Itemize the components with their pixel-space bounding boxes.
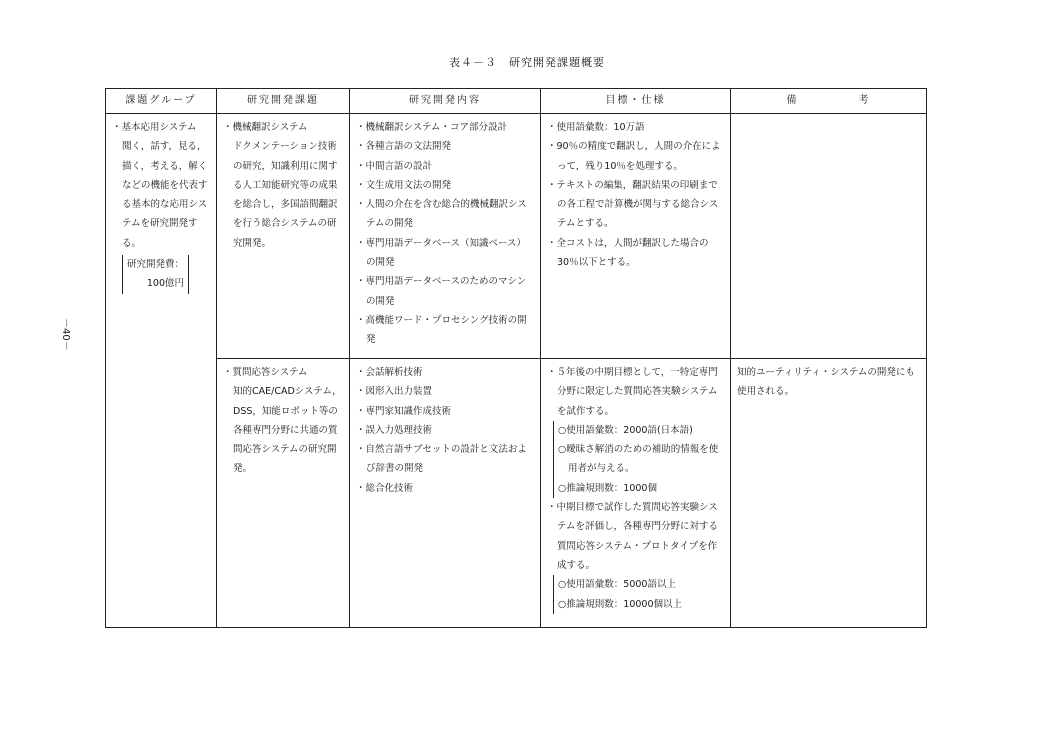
task-cell [217, 359, 350, 628]
list-item: ・各種言語の文法開発 [356, 141, 452, 153]
remarks-cell [731, 114, 927, 359]
task-item: ・機械翻訳システム [223, 122, 308, 133]
list-item: ・自然言語サブセットの設計と文法および辞書の開発 [356, 444, 527, 475]
overview-table [105, 88, 927, 628]
list-item: ・機械翻訳システム・コア部分設計 [356, 122, 508, 133]
group-item: ・基本応用システム [112, 122, 197, 133]
list-item: ・５年後の中期目標として，一特定専門分野に限定した質問応答実験システムを試作する。 [547, 367, 718, 417]
header-contents: 研究開発内容 [350, 89, 541, 114]
budget-value: 100億円 [146, 278, 185, 290]
header-row [106, 89, 927, 114]
spec-item: ○使用語彙数：5000語以上 [558, 579, 676, 591]
list-item: ・人間の介在を含む総合的機械翻訳システムの開発 [356, 199, 527, 230]
spec-brace [553, 575, 725, 614]
spec-brace [553, 421, 725, 498]
header-goals: 目標・仕様 [541, 89, 731, 114]
contents-cell [350, 114, 541, 359]
list-item: ・図形入出力装置 [356, 386, 433, 398]
goals-cell [541, 114, 731, 359]
header-group: 課題グループ [106, 89, 217, 114]
table-row [106, 114, 927, 359]
list-item: ・高機能ワード・プロセシング技術の開発 [356, 314, 527, 346]
remarks-cell: 知的ユーティリティ・システムの開発にも使用される。 [731, 359, 927, 628]
table-row [106, 359, 927, 628]
list-item: ・総合化技術 [356, 482, 414, 494]
spec-item: ○曖昧さ解消のための補助的情報を使用者が与える。 [558, 444, 719, 475]
list-item: ・会話解析技術 [356, 367, 423, 378]
list-item: ・専門用語データベース（知識ベース）の開発 [356, 237, 527, 269]
list-item: ・中間言語の設計 [356, 160, 433, 172]
list-item: ・90％の精度で翻訳し，人間の介在によって，残り10％を処理する。 [547, 141, 721, 172]
budget-bracket [122, 255, 189, 294]
list-item: ・テキストの編集，翻訳結果の印刷までの各工程で計算機が関与する総合システムとする。 [547, 179, 719, 230]
goals-cell [541, 359, 731, 628]
task-text: ドクメンテーション技術の研究，知識利用に関する人工知能研究等の成果を総合し，多国語間翻訳を行う総合システムの研究開発。 [233, 141, 338, 249]
spec-item: ○推論規則数：10000個以上 [558, 598, 683, 610]
budget-label: 研究開発費： [127, 259, 185, 271]
spec-item: ○使用語彙数：2000語(日本語) [558, 424, 693, 436]
task-cell [217, 114, 350, 359]
contents-cell [350, 359, 541, 628]
group-cell [106, 114, 217, 628]
list-item: ・中期目標で試作した質問応答実験システムを評価し，各種専門分野に対する質問応答システム・プロトタイプを作成する。 [547, 502, 719, 571]
list-item: ・誤入力処理技術 [356, 424, 433, 436]
task-text: 知的CAE/CADシステム，DSS，知能ロボット等の各種専門分野に共通の質問応答システムの研究開発。 [233, 386, 342, 475]
page-title: 表４－３ 研究開発課題概要 [449, 56, 605, 69]
header-task: 研究開発課題 [217, 89, 350, 114]
list-item: ・専門家知識作成技術 [356, 405, 452, 417]
header-remarks: 備 考 [731, 89, 927, 114]
list-item: ・使用語彙数：10万語 [547, 122, 645, 133]
task-item: ・質問応答システム [223, 367, 308, 378]
spec-item: ○推論規則数：1000個 [558, 482, 657, 494]
list-item: ・専門用語データベースのためのマシンの開発 [356, 276, 527, 307]
list-item: ・全コストは，人間が翻訳した場合の30％以下とする。 [547, 237, 709, 269]
page-number: －40－ [60, 318, 71, 351]
list-item: ・文生成用文法の開発 [356, 179, 452, 191]
group-text: 聞く，話す，見る，描く，考える，解くなどの機能を代表する基本的な応用システムを研究開発する。 [122, 141, 208, 249]
